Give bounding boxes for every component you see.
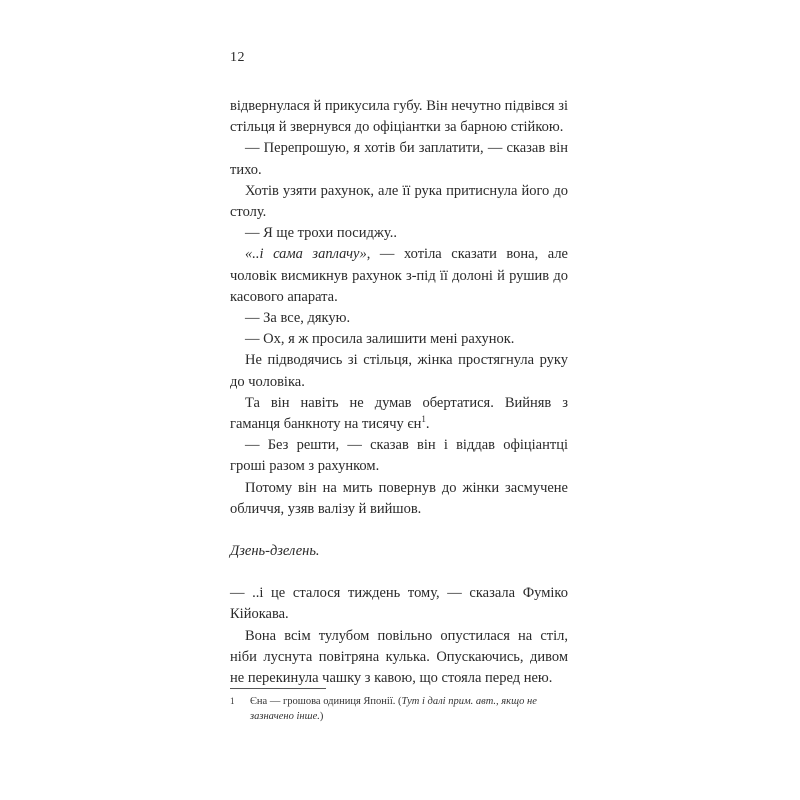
footnote-mark: 1 [230,696,235,706]
paragraph: Потому він на мить повернув до жінки засмучене обличчя, узяв валізу й вийшов. [230,479,568,517]
paragraph: Хотів узяти рахунок, але її рука притиснула його до столу. [230,182,568,221]
paragraph: відвернулася й прикусила губу. Він нечутно підвівся зі стільця й звернувся до офіціантки за барною стійкою. [230,98,568,136]
footnote [230,694,568,724]
paragraph: — Я ще трохи посиджу.. [245,225,397,242]
paragraph-text: , — хотіла сказати вона, але чоловік висмикнув рахунок з-під її долоні й рушив до касового апарата. [230,246,568,305]
footnote-reference[interactable]: 1 [421,414,426,425]
page-number: 12 [230,50,245,65]
paragraph: Вона всім тулубом повільно опустилася на стіл, ніби луснута повітряна кулька. Опускаючись, дивом не перекинула чашку з кавою, що стояла перед нею. [230,627,568,687]
paragraph: — Без решти, — сказав він і віддав офіціантці гроші разом з рахунком. [230,437,568,475]
footnote-text-end: ) [319,711,324,722]
paragraph [230,244,568,308]
paragraph: — Ох, я ж просила залишити мені рахунок. [245,331,515,348]
footnote-body [250,694,562,724]
scene-break: Дзень-дзелень. [230,543,320,560]
paragraph-text: Та він навіть не думав обертатися. Вийняв з гаманця банкноту на тисячу єн [230,394,568,433]
paragraph-text-end: . [425,416,430,433]
body-text [230,96,568,689]
footnote-italic: Тут і далі прим. авт., якщо не зазначено інше. [250,696,537,722]
paragraph: Не підводячись зі стільця, жінка простягнула руку до чоловіка. [230,352,568,390]
paragraph: — Перепрошую, я хотів би заплатити, — сказав він тихо. [230,140,568,178]
footnote-text: Єна — грошова одиниця Японії. ( [250,696,402,707]
paragraph [230,393,568,435]
italic-quote: «..і сама заплачу» [245,246,367,263]
paragraph: — ..і це сталося тиждень тому, — сказала Фуміко Кійокава. [230,585,568,623]
paragraph: — За все, дякую. [245,310,351,327]
footnote-divider [230,688,326,689]
